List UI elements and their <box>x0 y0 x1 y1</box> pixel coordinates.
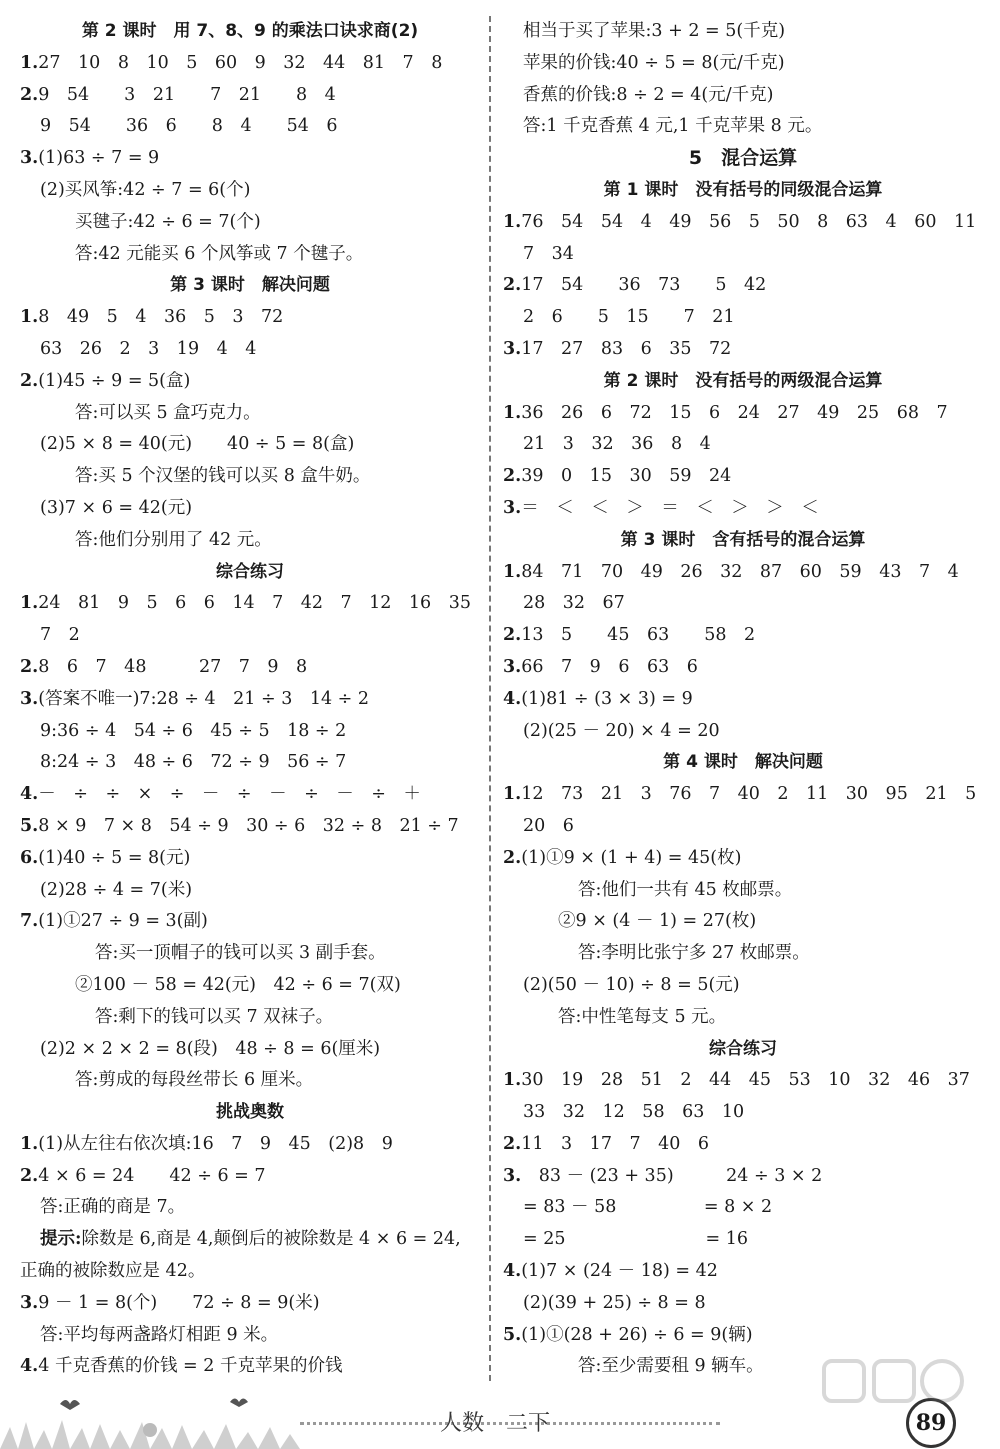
item-number: 5. <box>503 1324 522 1345</box>
line-text: 相当于买了苹果:3 + 2 = 5(千克) <box>523 21 786 41</box>
column-divider <box>489 16 491 1381</box>
item-number: 3. <box>20 688 39 709</box>
line-text: = 25 = 16 <box>523 1229 748 1250</box>
left-answer-line <box>20 366 480 398</box>
line-text: 第 3 课时 解决问题 <box>170 275 330 296</box>
left-column <box>20 16 480 1383</box>
item-number: 1. <box>503 1070 522 1091</box>
left-section-heading <box>20 16 480 48</box>
line-text: (2)5 × 8 = 40(元) 40 ÷ 5 = 8(盒) <box>40 434 355 455</box>
item-number: 1. <box>503 561 522 582</box>
right-answer-line <box>503 620 983 652</box>
line-text: ②100 － 58 = 42(元) 42 ÷ 6 = 7(双) <box>75 974 401 995</box>
item-number: 5. <box>20 815 39 836</box>
line-text: 63 26 2 3 19 4 4 <box>40 338 257 359</box>
line-text: 83 － (23 + 35) 24 ÷ 3 × 2 <box>521 1165 823 1186</box>
line-text: (2)买风筝:42 ÷ 7 = 6(个) <box>40 179 251 200</box>
line-text: 7 34 <box>523 243 574 264</box>
left-section-heading <box>20 557 480 589</box>
item-number: 1. <box>20 52 39 73</box>
line-text: 30 19 28 51 2 44 45 53 10 32 46 37 <box>521 1070 970 1091</box>
line-text: 答:买 5 个汉堡的钱可以买 8 盒牛奶。 <box>75 466 371 487</box>
left-answer-line <box>20 1320 480 1352</box>
item-number: 2. <box>20 656 39 677</box>
line-text: 综合练习 <box>216 561 284 582</box>
line-text: － ÷ ÷ × ÷ － ÷ － ÷ － ÷ ＋ <box>38 784 421 805</box>
line-text: 答:平均每两盏路灯相距 9 米。 <box>40 1324 279 1345</box>
right-section-heading <box>503 366 983 398</box>
item-number: 4. <box>20 784 39 805</box>
left-answer-line <box>20 302 480 334</box>
left-answer-line <box>20 875 480 907</box>
line-text: ＝ ＜ ＜ ＞ ＝ ＜ ＞ ＞ ＜ <box>521 497 819 518</box>
line-text: 13 5 45 63 58 2 <box>521 625 756 646</box>
item-number: 2. <box>20 84 39 105</box>
right-answer-line <box>503 1097 983 1129</box>
line-text: 84 71 70 49 26 32 87 60 59 43 7 4 <box>521 561 959 582</box>
line-text: 答:42 元能买 6 个风筝或 7 个毽子。 <box>75 243 364 264</box>
right-answer-line <box>503 684 983 716</box>
item-number: 1. <box>503 402 522 423</box>
left-answer-line <box>20 175 480 207</box>
line-text: ②9 × (4 － 1) = 27(枚) <box>558 911 757 932</box>
left-answer-line <box>20 1002 480 1034</box>
left-answer-line <box>20 334 480 366</box>
line-text: (答案不唯一)7:28 ÷ 4 21 ÷ 3 14 ÷ 2 <box>38 688 370 709</box>
line-text: 4 × 6 = 24 42 ÷ 6 = 7 <box>38 1165 266 1186</box>
item-number: 4. <box>503 688 522 709</box>
line-text: 7 2 <box>40 625 80 646</box>
left-answer-line <box>20 843 480 875</box>
line-text: 答:他们分别用了 42 元。 <box>75 529 272 550</box>
item-number: 4. <box>20 1356 39 1377</box>
line-text: 28 32 67 <box>523 593 625 614</box>
line-text: 正确的被除数应是 42。 <box>20 1261 206 1282</box>
item-number: 1. <box>503 211 522 232</box>
line-text: 答:剪成的每段丝带长 6 厘米。 <box>75 1070 314 1091</box>
right-answer-line <box>503 1065 983 1097</box>
line-text: 9 － 1 = 8(个) 72 ÷ 8 = 9(米) <box>38 1292 320 1313</box>
left-answer-line <box>20 1129 480 1161</box>
left-answer-line <box>20 652 480 684</box>
left-answer-line <box>20 970 480 1002</box>
line-text: 9 54 36 6 8 4 54 6 <box>40 116 338 137</box>
line-text: 答:1 千克香蕉 4 元,1 千克苹果 8 元。 <box>523 116 823 137</box>
line-text: (2)(39 + 25) ÷ 8 = 8 <box>523 1292 706 1313</box>
item-number: 4. <box>503 1261 522 1282</box>
line-text: 苹果的价钱:40 ÷ 5 = 8(元/千克) <box>523 52 785 73</box>
line-text: (1)63 ÷ 7 = 9 <box>38 148 160 169</box>
line-text: 12 73 21 3 76 7 40 2 11 30 95 21 5 <box>521 784 977 805</box>
line-text: 第 4 课时 解决问题 <box>663 752 823 773</box>
line-text: 2 6 5 15 7 21 <box>523 307 735 328</box>
right-answer-line <box>503 239 983 271</box>
left-answer-line <box>20 429 480 461</box>
left-answer-line <box>20 1034 480 1066</box>
right-answer-line <box>503 1129 983 1161</box>
line-text: 17 27 83 6 35 72 <box>521 338 732 359</box>
line-text: (1)①27 ÷ 9 = 3(副) <box>38 911 208 932</box>
left-answer-line <box>20 1351 480 1383</box>
left-answer-line <box>20 684 480 716</box>
left-answer-line <box>20 938 480 970</box>
left-answer-line <box>20 1288 480 1320</box>
line-text: (2)28 ÷ 4 = 7(米) <box>40 879 193 900</box>
item-number: 3. <box>503 1165 522 1186</box>
line-text: 5 混合运算 <box>688 147 798 170</box>
line-text: 香蕉的价钱:8 ÷ 2 = 4(元/千克) <box>523 84 774 105</box>
line-text: (1)①9 × (1 + 4) = 45(枚) <box>521 847 742 868</box>
line-text: (1)从左往右依次填:16 7 9 45 (2)8 9 <box>38 1133 393 1154</box>
line-text: 挑战奥数 <box>216 1102 284 1123</box>
right-answer-line <box>503 334 983 366</box>
left-answer-line <box>20 779 480 811</box>
line-text: 第 1 课时 没有括号的同级混合运算 <box>603 179 883 200</box>
footer-subject: 人数 二下 <box>440 1411 551 1436</box>
line-text: 24 81 9 5 6 6 14 7 42 7 12 16 35 <box>38 593 471 614</box>
item-number: 1. <box>20 307 39 328</box>
left-answer-line <box>20 207 480 239</box>
line-text: 36 26 6 72 15 6 24 27 49 25 68 7 <box>521 402 948 423</box>
right-answer-line <box>503 48 983 80</box>
line-text: 8:24 ÷ 3 48 ÷ 6 72 ÷ 9 56 ÷ 7 <box>40 752 347 773</box>
item-number: 3. <box>503 338 522 359</box>
line-text: 答:他们一共有 45 枚邮票。 <box>578 879 793 900</box>
right-answer-line <box>503 906 983 938</box>
item-number: 7. <box>20 911 39 932</box>
line-text: 买毽子:42 ÷ 6 = 7(个) <box>75 211 261 232</box>
right-answer-line <box>503 80 983 112</box>
right-answer-line <box>503 557 983 589</box>
right-answer-line <box>503 970 983 1002</box>
left-answer-line <box>20 143 480 175</box>
right-answer-line <box>503 716 983 748</box>
line-text: 39 0 15 30 59 24 <box>521 466 732 487</box>
page-number: 89 <box>906 1398 956 1448</box>
line-text: 答:正确的商是 7。 <box>40 1197 186 1218</box>
line-text: 答:可以买 5 盒巧克力。 <box>75 402 261 423</box>
right-answer-line <box>503 1192 983 1224</box>
line-text: 8 49 5 4 36 5 3 72 <box>38 307 284 328</box>
left-answer-line <box>20 398 480 430</box>
right-column <box>503 16 983 1383</box>
right-answer-line <box>503 1256 983 1288</box>
item-number: 2. <box>20 370 39 391</box>
item-number: 2. <box>503 275 522 296</box>
left-answer-line <box>20 493 480 525</box>
item-number: 3. <box>20 148 39 169</box>
right-answer-line <box>503 270 983 302</box>
left-answer-line <box>20 1065 480 1097</box>
left-answer-line <box>20 1224 480 1256</box>
left-answer-line <box>20 1161 480 1193</box>
line-text: (3)7 × 6 = 42(元) <box>40 497 193 518</box>
right-section-heading <box>503 175 983 207</box>
right-section-heading <box>503 525 983 557</box>
right-section-heading <box>503 1034 983 1066</box>
item-number: 3. <box>503 656 522 677</box>
right-answer-line <box>503 111 983 143</box>
right-answer-line <box>503 429 983 461</box>
right-answer-line <box>503 652 983 684</box>
line-text: 20 6 <box>523 815 574 836</box>
item-number: 2. <box>503 625 522 646</box>
line-text: 17 54 36 73 5 42 <box>521 275 767 296</box>
item-number: 6. <box>20 847 39 868</box>
right-answer-line <box>503 461 983 493</box>
item-number: 2. <box>20 1165 39 1186</box>
item-number: 3. <box>20 1292 39 1313</box>
line-text: 答:买一顶帽子的钱可以买 3 副手套。 <box>95 943 386 964</box>
line-text: 答:李明比张宁多 27 枚邮票。 <box>578 943 810 964</box>
line-text: 第 3 课时 含有括号的混合运算 <box>620 529 866 550</box>
line-text: 除数是 6,商是 4,颠倒后的被除数是 4 × 6 = 24, <box>81 1229 461 1250</box>
right-section-heading <box>503 747 983 779</box>
right-answer-line <box>503 493 983 525</box>
item-number: 2. <box>503 466 522 487</box>
line-text: 8 × 9 7 × 8 54 ÷ 9 30 ÷ 6 32 ÷ 8 21 ÷ 7 <box>38 815 459 836</box>
line-text: 21 3 32 36 8 4 <box>523 434 711 455</box>
line-text: (2)(50 － 10) ÷ 8 = 5(元) <box>523 974 740 995</box>
line-text: 9:36 ÷ 4 54 ÷ 6 45 ÷ 5 18 ÷ 2 <box>40 720 347 741</box>
item-number: 2. <box>503 1133 522 1154</box>
right-answer-line <box>503 1288 983 1320</box>
right-section-heading <box>503 143 983 175</box>
left-section-heading <box>20 270 480 302</box>
item-number: 1. <box>20 593 39 614</box>
left-answer-line <box>20 80 480 112</box>
line-text: 8 6 7 48 27 7 9 8 <box>38 656 308 677</box>
left-answer-line <box>20 588 480 620</box>
right-answer-line <box>503 811 983 843</box>
right-answer-line <box>503 588 983 620</box>
left-answer-line <box>20 1256 480 1288</box>
left-answer-line <box>20 48 480 80</box>
right-answer-line <box>503 1320 983 1352</box>
right-answer-line <box>503 1161 983 1193</box>
left-answer-line <box>20 716 480 748</box>
item-number: 提示: <box>40 1229 82 1250</box>
right-answer-line <box>503 1002 983 1034</box>
right-answer-line <box>503 398 983 430</box>
right-answer-line <box>503 207 983 239</box>
line-text: = 83 － 58 = 8 × 2 <box>523 1197 773 1218</box>
line-text: (1)7 × (24 － 18) = 42 <box>521 1261 718 1282</box>
right-answer-line <box>503 16 983 48</box>
watermark-stamp-icon <box>820 1355 970 1415</box>
left-answer-line <box>20 620 480 652</box>
line-text: 11 3 17 7 40 6 <box>521 1133 709 1154</box>
left-answer-line <box>20 811 480 843</box>
line-text: (1)45 ÷ 9 = 5(盒) <box>38 370 191 391</box>
left-answer-line <box>20 906 480 938</box>
line-text: 76 54 54 4 49 56 5 50 8 63 4 60 11 <box>521 211 977 232</box>
item-number: 3. <box>503 497 522 518</box>
right-answer-line <box>503 843 983 875</box>
left-section-heading <box>20 1097 480 1129</box>
line-text: 66 7 9 6 63 6 <box>521 656 698 677</box>
line-text: 答:剩下的钱可以买 7 双袜子。 <box>95 1006 334 1027</box>
line-text: 答:中性笔每支 5 元。 <box>558 1006 727 1027</box>
line-text: 9 54 3 21 7 21 8 4 <box>38 84 336 105</box>
left-answer-line <box>20 111 480 143</box>
line-text: 答:至少需要租 9 辆车。 <box>578 1356 764 1377</box>
line-text: 27 10 8 10 5 60 9 32 44 81 7 8 <box>38 52 443 73</box>
line-text: (1)①(28 + 26) ÷ 6 = 9(辆) <box>521 1324 753 1345</box>
line-text: (1)81 ÷ (3 × 3) = 9 <box>521 688 693 709</box>
left-answer-line <box>20 1192 480 1224</box>
item-number: 1. <box>503 784 522 805</box>
line-text: (2)(25 － 20) × 4 = 20 <box>523 720 720 741</box>
right-answer-line <box>503 875 983 907</box>
line-text: 4 千克香蕉的价钱 = 2 千克苹果的价钱 <box>38 1356 343 1377</box>
line-text: 第 2 课时 用 7、8、9 的乘法口诀求商(2) <box>81 21 419 41</box>
item-number: 1. <box>20 1133 39 1154</box>
right-answer-line <box>503 938 983 970</box>
item-number: 2. <box>503 847 522 868</box>
left-answer-line <box>20 525 480 557</box>
right-answer-line <box>503 779 983 811</box>
line-text: (1)40 ÷ 5 = 8(元) <box>38 847 191 868</box>
right-answer-line <box>503 1224 983 1256</box>
left-answer-line <box>20 461 480 493</box>
left-answer-line <box>20 239 480 271</box>
line-text: (2)2 × 2 × 2 = 8(段) 48 ÷ 8 = 6(厘米) <box>40 1038 381 1059</box>
line-text: 33 32 12 58 63 10 <box>523 1102 745 1123</box>
right-answer-line <box>503 302 983 334</box>
left-answer-line <box>20 747 480 779</box>
line-text: 第 2 课时 没有括号的两级混合运算 <box>603 370 883 391</box>
grass-decoration-icon <box>0 1392 300 1449</box>
line-text: 综合练习 <box>709 1038 777 1059</box>
